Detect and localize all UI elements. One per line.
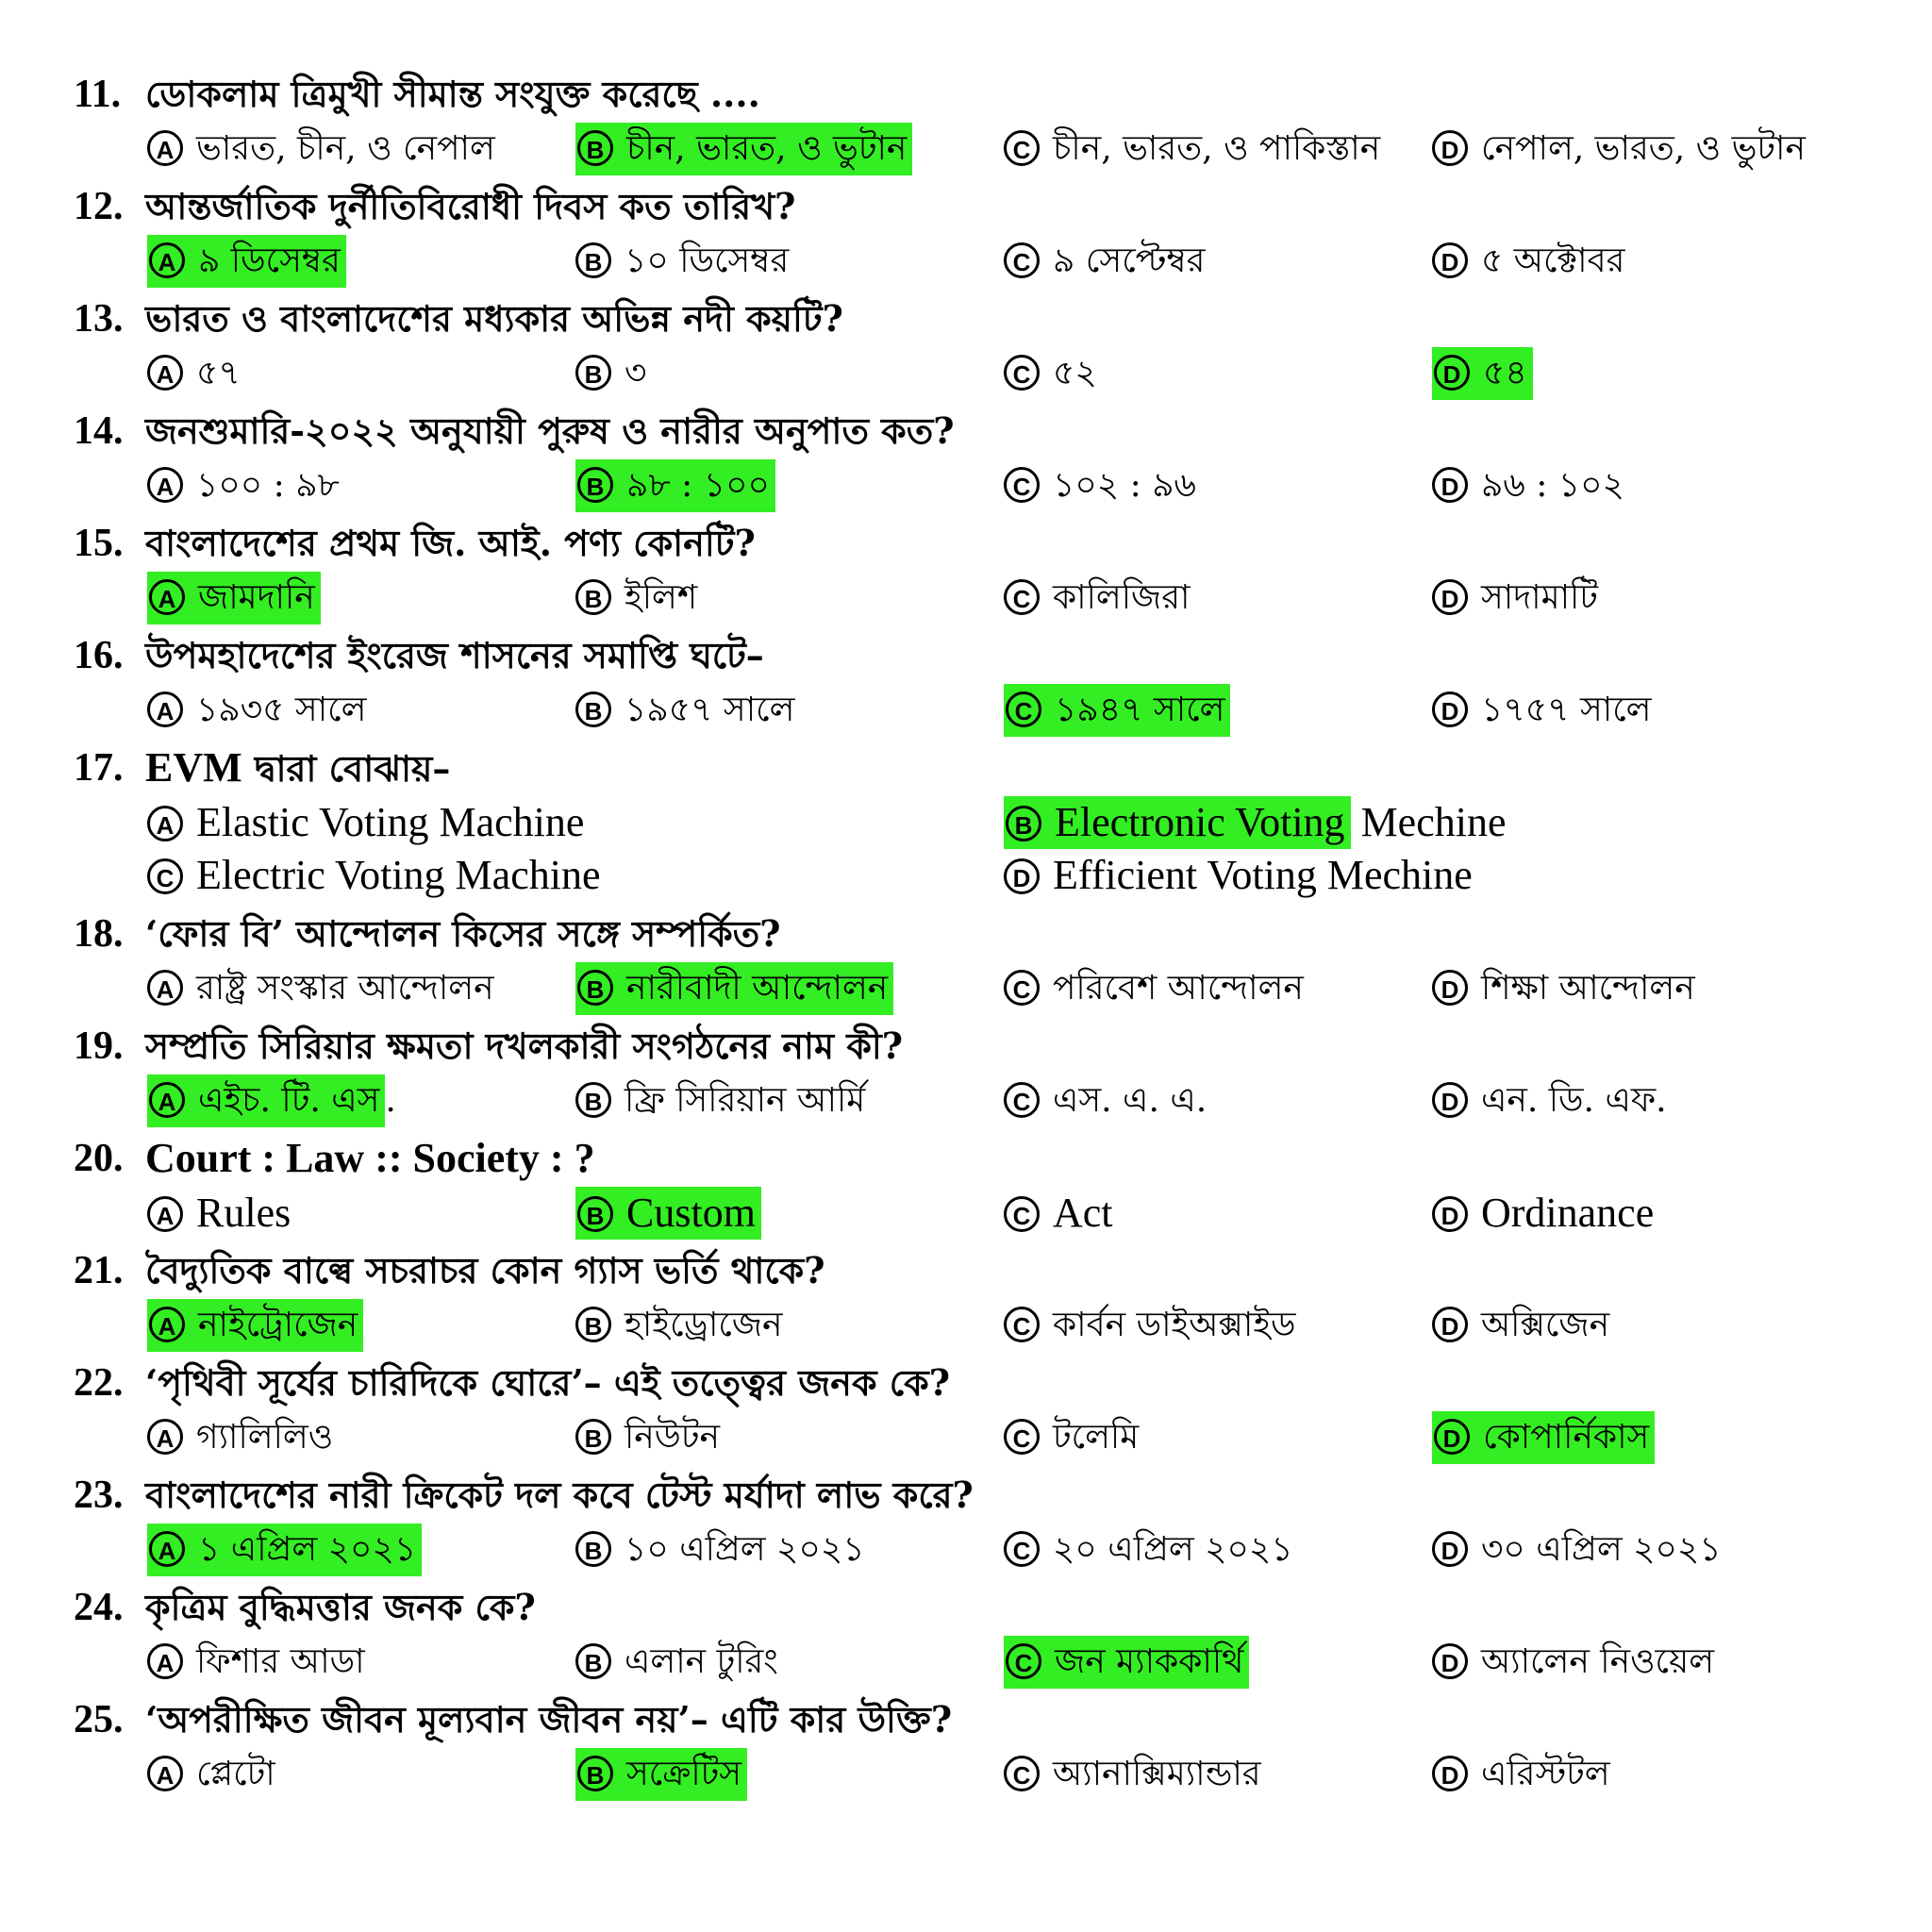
option-letter-circle: A [147, 970, 183, 1006]
question-text-bangla: ডোকলাম ত্রিমুখী সীমান্ত সংযুক্ত করেছে .... [145, 73, 760, 115]
option-body [1432, 1530, 1722, 1569]
option-body [1004, 242, 1205, 280]
question-number: 18. [74, 912, 124, 956]
correct-answer-highlight [1004, 1636, 1249, 1689]
option-body [575, 242, 789, 280]
option-a[interactable] [145, 123, 501, 175]
option-text: ৫৪ [1483, 354, 1527, 392]
option-body [1432, 1081, 1667, 1120]
question-text-bangla: বৈদ্যুতিক বাল্বে সচরাচর কোন গ্যাস ভর্তি থাকে? [145, 1249, 825, 1291]
option-letter-circle: C [1006, 1643, 1041, 1679]
option-text: Rules [196, 1190, 291, 1236]
option-text: হাইড্রোজেন [625, 1306, 783, 1344]
option-letter-circle: B [575, 1531, 611, 1567]
option-letter-circle: D [1432, 579, 1468, 615]
option-text: এরিস্টটল [1481, 1755, 1610, 1793]
option-text: ফিশার আডা [196, 1642, 365, 1681]
option-letter-circle: D [1432, 1756, 1468, 1791]
option-text: অ্যালেন নিওয়েল [1481, 1642, 1715, 1681]
option-b[interactable] [574, 459, 781, 512]
option-b[interactable] [1002, 796, 1512, 849]
option-letter-circle: B [575, 242, 611, 278]
option-d[interactable] [1430, 1187, 1659, 1240]
question-text-bangla: ভারত ও বাংলাদেশের মধ্যকার অভিন্ন নদী কয়টি? [145, 297, 843, 340]
option-body [1004, 1755, 1261, 1793]
option-text: Ordinance [1481, 1190, 1655, 1236]
question-text [145, 1467, 974, 1524]
option-b[interactable] [574, 1074, 871, 1127]
option-letter-circle: D [1432, 1196, 1468, 1232]
option-a[interactable] [145, 962, 500, 1015]
correct-answer-highlight [575, 1187, 761, 1240]
option-a[interactable] [145, 1074, 402, 1127]
question-text [145, 291, 843, 347]
option-c[interactable] [1002, 684, 1236, 737]
question-text-bangla: আন্তর্জাতিক দুর্নীতিবিরোধী দিবস কত তারিখ? [145, 185, 796, 227]
correct-answer-highlight [1004, 796, 1351, 849]
option-letter-circle: C [1004, 355, 1040, 391]
option-text: Efficient Voting Mechine [1053, 852, 1473, 898]
option-text: অক্সিজেন [1481, 1306, 1610, 1344]
question-text [145, 627, 764, 684]
option-letter-circle: A [149, 1082, 185, 1118]
option-d[interactable] [1430, 1299, 1615, 1352]
option-c[interactable] [1002, 235, 1210, 288]
option-c[interactable] [1002, 1411, 1144, 1464]
option-body [575, 1642, 778, 1681]
correct-answer-highlight [575, 459, 775, 512]
option-c[interactable] [1002, 459, 1202, 512]
question-text [145, 906, 781, 962]
option-text: ১৯৩৫ সালে [196, 691, 367, 729]
option-c[interactable] [1002, 1636, 1255, 1689]
option-d[interactable] [1430, 347, 1539, 400]
option-body [147, 354, 241, 392]
option-text: Electric Voting Machine [196, 852, 601, 898]
question-number: 24. [74, 1586, 124, 1629]
option-text: প্লেটো [196, 1755, 275, 1793]
option-letter-circle: A [147, 1643, 183, 1679]
option-text: এস. এ. এ. [1053, 1081, 1208, 1120]
option-body [575, 1418, 720, 1457]
question-text [145, 1579, 536, 1636]
option-c[interactable] [1002, 1187, 1119, 1240]
option-text: জন ম্যাককার্থি [1055, 1642, 1244, 1681]
question-text [145, 1355, 950, 1411]
option-d[interactable] [1430, 1524, 1727, 1576]
option-text: ৫২ [1053, 354, 1097, 392]
question-text [145, 1691, 952, 1748]
option-a[interactable] [145, 684, 372, 737]
option-a[interactable] [145, 347, 246, 400]
option-letter-circle: A [149, 1307, 185, 1342]
option-d[interactable] [1430, 235, 1630, 288]
option-letter-circle: B [575, 1419, 611, 1455]
option-body [1004, 1081, 1207, 1120]
option-text: জামদানি [198, 578, 315, 617]
option-letter-circle: A [147, 130, 183, 166]
option-letter-circle: A [147, 467, 183, 503]
option-body [1004, 1190, 1113, 1236]
correct-answer-highlight [575, 962, 893, 1015]
option-a[interactable] [145, 572, 326, 625]
option-a[interactable] [145, 1411, 339, 1464]
question-text [145, 740, 450, 797]
option-letter-circle: D [1432, 1082, 1468, 1118]
question-text-bangla: কৃত্রিম বুদ্ধিমত্তার জনক কে? [145, 1586, 536, 1628]
option-text: Electronic Voting [1055, 799, 1345, 845]
option-letter-circle: A [149, 1531, 185, 1567]
option-text: পরিবেশ আন্দোলন [1053, 969, 1304, 1008]
option-text: কালিজিরা [1053, 578, 1191, 617]
option-b[interactable] [574, 235, 794, 288]
option-text: ১৭৫৭ সালে [1481, 691, 1652, 729]
question-text-bangla: বাংলাদেশের প্রথম জি. আই. পণ্য কোনটি? [145, 522, 756, 564]
option-body [1432, 578, 1598, 617]
option-a[interactable] [145, 796, 590, 849]
option-text: ৯ ডিসেম্বর [198, 242, 341, 280]
option-letter-circle: A [147, 1756, 183, 1791]
correct-answer-highlight [147, 1524, 422, 1576]
option-a[interactable] [145, 459, 345, 512]
question-number: 12. [74, 185, 124, 228]
option-letter-circle: C [1004, 1419, 1040, 1455]
option-d[interactable] [1430, 962, 1701, 1015]
option-letter-circle: C [1004, 242, 1040, 278]
option-b[interactable] [574, 1524, 871, 1576]
option-letter-circle: B [575, 691, 611, 727]
option-body [147, 1755, 275, 1793]
option-b[interactable] [574, 1299, 789, 1352]
option-letter-circle: D [1432, 1307, 1468, 1342]
question-text-bangla: ‘পৃথিবী সূর্যের চারিদিকে ঘোরে’– এই তত্ত্বের জনক কে? [145, 1361, 951, 1404]
option-letter-circle: C [1004, 467, 1040, 503]
option-text: রাষ্ট্র সংস্কার আন্দোলন [196, 969, 494, 1008]
option-d[interactable] [1430, 1074, 1673, 1127]
option-text: ইলিশ [625, 578, 698, 617]
option-letter-circle: B [575, 579, 611, 615]
option-text: ৩ [625, 354, 647, 392]
question-text-bangla: দ্বারা বোঝায়– [254, 747, 451, 790]
option-body [1004, 129, 1380, 168]
option-c[interactable] [1002, 123, 1386, 175]
option-text: ফ্রি সিরিয়ান আর্মি [625, 1081, 866, 1120]
option-letter-circle: D [1432, 467, 1468, 503]
question-text-bangla: ‘ফোর বি’ আন্দোলন কিসের সঙ্গে সম্পর্কিত? [145, 912, 781, 955]
option-letter-circle: A [147, 1419, 183, 1455]
question-number: 15. [74, 522, 124, 565]
option-c[interactable] [1002, 1074, 1212, 1127]
option-text: এইচ. টি. এস [198, 1081, 380, 1120]
option-letter-circle: A [147, 691, 183, 727]
option-body [1004, 354, 1097, 392]
option-letter-circle: B [577, 970, 613, 1006]
option-text: এলান টুরিং [625, 1642, 778, 1681]
option-d[interactable] [1430, 1411, 1660, 1464]
option-text: ১০২ : ৯৬ [1053, 466, 1196, 505]
option-body [147, 129, 495, 168]
option-b[interactable] [574, 1636, 784, 1689]
option-text: Act [1053, 1190, 1113, 1236]
option-body [1432, 691, 1652, 729]
option-letter-circle: A [147, 806, 183, 841]
option-text: নারীবাদী আন্দোলন [626, 969, 889, 1008]
question-number: 22. [74, 1361, 124, 1405]
correct-answer-highlight [147, 572, 321, 625]
option-body [147, 466, 340, 505]
option-d[interactable] [1430, 572, 1604, 625]
option-body [1004, 969, 1304, 1008]
correct-answer-highlight [1432, 1411, 1655, 1464]
option-text: ১০ ডিসেম্বর [625, 242, 790, 280]
option-body [575, 1081, 865, 1120]
question-text-english: Court : Law :: Society : ? [145, 1135, 595, 1181]
option-text: কোপার্নিকাস [1483, 1418, 1650, 1457]
option-letter-circle: B [577, 467, 613, 503]
option-a[interactable] [145, 235, 352, 288]
option-text: চীন, ভারত, ও পাকিস্তান [1053, 129, 1381, 168]
option-body [1432, 129, 1806, 168]
option-letter-circle: A [149, 579, 185, 615]
option-letter-circle: D [1432, 1643, 1468, 1679]
option-b[interactable] [574, 962, 899, 1015]
option-a[interactable] [145, 1187, 296, 1240]
question-text-bangla: ‘অপরীক্ষিত জীবন মূল্যবান জীবন নয়’– এটি কার উক্তি? [145, 1698, 953, 1740]
option-text: Elastic Voting Machine [196, 799, 585, 845]
option-c[interactable] [1002, 347, 1103, 400]
option-text: এন. ডি. এফ. [1481, 1081, 1667, 1120]
option-text: গ্যালিলিও [196, 1418, 334, 1457]
option-c[interactable] [145, 849, 606, 902]
option-text: Custom [626, 1190, 756, 1236]
option-body [1004, 1418, 1139, 1457]
question-number: 13. [74, 297, 124, 341]
option-text: ১ এপ্রিল ২০২১ [198, 1530, 417, 1569]
option-text: সাদামাটি [1481, 578, 1598, 617]
option-text: টলেমি [1053, 1418, 1140, 1457]
option-body [147, 691, 366, 729]
question-text [145, 515, 756, 572]
option-body [147, 852, 600, 898]
option-body [1432, 1306, 1609, 1344]
correct-answer-highlight [147, 235, 346, 288]
option-letter-circle: B [575, 1307, 611, 1342]
option-d[interactable] [1430, 684, 1657, 737]
option-letter-circle: D [1434, 1419, 1470, 1455]
question-text [145, 1242, 825, 1299]
question-number: 16. [74, 634, 124, 677]
option-letter-circle: D [1434, 355, 1470, 391]
question-number: 17. [74, 746, 124, 790]
option-b[interactable] [574, 684, 800, 737]
option-letter-circle: C [1004, 970, 1040, 1006]
correct-answer-highlight [147, 1299, 363, 1352]
option-text: ৯ সেপ্টেম্বর [1053, 242, 1206, 280]
option-letter-circle: A [147, 1196, 183, 1232]
option-letter-circle: B [575, 1643, 611, 1679]
option-c[interactable] [1002, 962, 1309, 1015]
option-text: চীন, ভারত, ও ভুটান [626, 129, 908, 168]
option-b[interactable] [574, 1411, 725, 1464]
option-letter-circle: D [1432, 1531, 1468, 1567]
option-body [1004, 466, 1196, 505]
option-a[interactable] [145, 1748, 281, 1801]
option-body [1004, 578, 1191, 617]
option-text: ৯৮ : ১০০ [626, 466, 770, 505]
option-text: ১৯৪৭ সালে [1055, 691, 1225, 729]
option-letter-circle: C [1006, 691, 1041, 727]
option-letter-circle: D [1432, 970, 1468, 1006]
option-letter-circle: B [575, 355, 611, 391]
option-body [575, 354, 646, 392]
option-letter-circle: D [1432, 242, 1468, 278]
option-body [147, 969, 494, 1008]
option-text: কার্বন ডাইঅক্সাইড [1053, 1306, 1296, 1344]
question-number: 21. [74, 1249, 124, 1292]
option-letter-circle: B [577, 130, 613, 166]
option-body [1004, 852, 1473, 898]
option-letter-circle: B [1006, 806, 1041, 841]
option-body [147, 799, 584, 845]
option-letter-circle: C [1004, 130, 1040, 166]
correct-answer-highlight [575, 123, 912, 175]
option-a[interactable] [145, 1636, 371, 1689]
option-text: ১৯৫৭ সালে [625, 691, 795, 729]
option-b[interactable] [574, 123, 918, 175]
question-number: 23. [74, 1474, 124, 1517]
option-text: ৫৭ [196, 354, 241, 392]
question-text [145, 66, 760, 123]
option-letter-circle: C [147, 858, 183, 894]
option-text: অ্যানাক্সিম্যান্ডার [1053, 1755, 1261, 1793]
option-letter-circle: C [1004, 1082, 1040, 1118]
option-b[interactable] [574, 1187, 767, 1240]
question-text-bangla: জনশুমারি-২০২২ অনুযায়ী পুরুষ ও নারীর অনুপাত কত? [145, 409, 955, 452]
correct-answer-highlight [147, 1074, 385, 1127]
option-body [1432, 1190, 1654, 1236]
option-body [575, 691, 794, 729]
option-body [1004, 1306, 1296, 1344]
option-letter-circle: B [577, 1756, 613, 1791]
option-body [1004, 1530, 1293, 1569]
option-text-tail: Mechine [1350, 799, 1507, 845]
correct-answer-highlight [575, 1748, 747, 1801]
question-text [145, 403, 955, 459]
option-text: ১০০ : ৯৮ [196, 466, 340, 505]
option-text: ১০ এপ্রিল ২০২১ [625, 1530, 865, 1569]
option-letter-circle: D [1004, 858, 1040, 894]
option-body [1432, 466, 1624, 505]
option-body [147, 1642, 365, 1681]
option-text: শিক্ষা আন্দোলন [1481, 969, 1695, 1008]
option-text: ২০ এপ্রিল ২০২১ [1053, 1530, 1293, 1569]
option-letter-circle: D [1432, 691, 1468, 727]
option-letter-circle: B [575, 1082, 611, 1118]
option-body [1432, 1755, 1610, 1793]
option-d[interactable] [1430, 459, 1630, 512]
option-body [1432, 1642, 1714, 1681]
option-d[interactable] [1002, 849, 1478, 902]
option-b[interactable] [574, 347, 652, 400]
option-d[interactable] [1430, 1636, 1720, 1689]
question-number: 25. [74, 1698, 124, 1741]
correct-answer-highlight [1432, 347, 1533, 400]
option-c[interactable] [1002, 572, 1196, 625]
question-number: 11. [74, 73, 122, 116]
question-text [145, 178, 795, 235]
option-letter-circle: C [1004, 579, 1040, 615]
option-text: নিউটন [625, 1418, 720, 1457]
option-text: সক্রেটিস [626, 1755, 742, 1793]
option-d[interactable] [1430, 1748, 1616, 1801]
option-body [575, 578, 697, 617]
option-letter-circle: C [1004, 1531, 1040, 1567]
option-body [147, 1190, 291, 1236]
option-b[interactable] [574, 1748, 753, 1801]
question-text-bangla: সম্প্রতি সিরিয়ার ক্ষমতা দখলকারী সংগঠনের নাম কী? [145, 1024, 904, 1067]
option-text: ৫ অক্টোবর [1481, 242, 1625, 280]
option-letter-circle: D [1432, 130, 1468, 166]
question-text-bangla: বাংলাদেশের নারী ক্রিকেট দল কবে টেস্ট মর্যাদা লাভ করে? [145, 1474, 974, 1516]
option-text: ভারত, চীন, ও নেপাল [196, 129, 495, 168]
correct-answer-highlight [1004, 684, 1230, 737]
question-text-bangla: উপমহাদেশের ইংরেজ শাসনের সমাপ্তি ঘটে– [145, 634, 764, 676]
option-a[interactable] [145, 1299, 369, 1352]
option-text: নাইট্রোজেন [198, 1306, 358, 1344]
option-body [1432, 242, 1624, 280]
option-letter-circle: C [1004, 1756, 1040, 1791]
option-letter-circle: C [1004, 1307, 1040, 1342]
option-body [575, 1530, 865, 1569]
option-body [1432, 969, 1695, 1008]
option-body [575, 1306, 783, 1344]
option-letter-circle: C [1004, 1196, 1040, 1232]
question-text-english: EVM [145, 744, 242, 791]
option-letter-circle: B [577, 1196, 613, 1232]
option-c[interactable] [1002, 1748, 1267, 1801]
option-text: নেপাল, ভারত, ও ভুটান [1481, 129, 1806, 168]
option-d[interactable] [1430, 123, 1811, 175]
option-text: ৯৬ : ১০২ [1481, 466, 1624, 505]
option-a[interactable] [145, 1524, 427, 1576]
question-text [145, 1018, 903, 1074]
option-c[interactable] [1002, 1299, 1302, 1352]
question-number: 14. [74, 409, 124, 453]
question-number: 20. [74, 1137, 124, 1180]
option-c[interactable] [1002, 1524, 1299, 1576]
option-text-tail: . [385, 1081, 396, 1120]
option-body [147, 1418, 333, 1457]
option-letter-circle: A [147, 355, 183, 391]
option-text: ৩০ এপ্রিল ২০২১ [1481, 1530, 1722, 1569]
option-b[interactable] [574, 572, 703, 625]
question-text [145, 1130, 595, 1188]
question-number: 19. [74, 1024, 124, 1068]
option-letter-circle: A [149, 242, 185, 278]
